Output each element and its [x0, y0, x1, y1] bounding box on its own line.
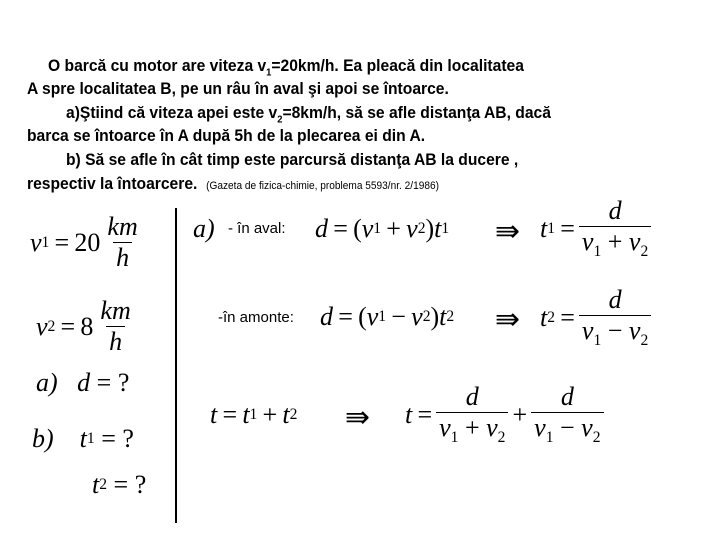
eq-downstream: d = ( v 1 + v 2 ) t 1 — [315, 214, 450, 243]
problem-line-6: respectiv la întoarcere. (Gazeta de fizica-chimie, problema 5593/nr. 2/1986) — [27, 174, 439, 193]
label-amonte: -în amonte: — [218, 309, 294, 326]
unknown-t2: t 2 = ? — [92, 470, 147, 499]
implies-arrow-icon: ⇛ — [495, 302, 521, 337]
eq-upstream: d = ( v 1 − v 2 ) t 2 — [320, 302, 455, 331]
source-citation: (Gazeta de fizica-chimie, problema 5593/nr. 2/1986) — [206, 180, 439, 192]
label-a: a) — [193, 214, 215, 243]
implies-arrow-icon: ⇛ — [495, 214, 521, 249]
eq-total-time: t = t 1 + t 2 — [210, 400, 298, 429]
label-aval: - în aval: — [228, 220, 286, 237]
problem-line-5: b) Să se afle în cât timp este parcursă distanţa AB la ducere , — [66, 150, 519, 169]
problem-line-1: O barcă cu motor are viteza $v_1=20km/h$. Ea pleacă din localitatea — [48, 56, 524, 79]
eq-total-expanded: t = d $v_1 + v_2$ + d $v_1 - v_2$ — [405, 382, 608, 447]
problem-line-3: a)Ştiind că viteza apei este $v_2=8km/h$, să se afle distanţa AB, dacă — [66, 103, 551, 126]
problem-line-4: barca se întoarce în A după 5h de la plecarea ei din A. — [27, 126, 426, 145]
given-v1: v 1 = 20 km h — [30, 212, 138, 272]
unknown-d: a) d = ? — [36, 368, 130, 397]
problem-line-2: A spre localitatea B, pe un râu în aval şi apoi se întoarce. — [27, 79, 449, 98]
given-v2: v 2 = 8 km h — [36, 296, 131, 356]
implies-arrow-icon: ⇛ — [345, 400, 371, 435]
unknown-t1: b) t 1 = ? — [32, 424, 134, 453]
divider-line — [175, 208, 177, 523]
eq-t1: t 1 = d $v_1 + v_2$ — [540, 196, 655, 261]
eq-t2: t 2 = d $v_1 - v_2$ — [540, 285, 655, 350]
